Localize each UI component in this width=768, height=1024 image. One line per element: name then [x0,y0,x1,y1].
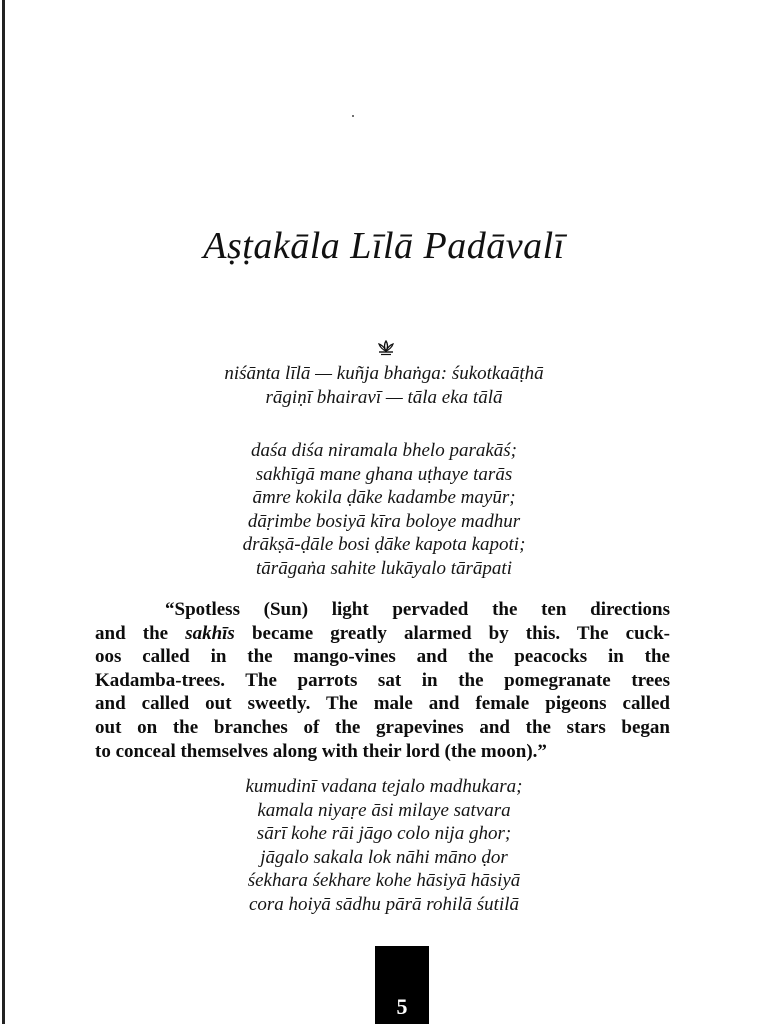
page-number: 5 [396,994,408,1019]
heading-line-lila: niśānta līlā — kuñja bhaṅga: śukotkaāṭhā [224,363,544,384]
verse-stanza-1 [0,439,768,580]
verse-line: sārī kohe rāi jāgo colo nija ghor; [256,823,512,844]
prose-line: and called out sweetly. The male and female pigeons called [95,693,670,715]
verse-stanza-2 [0,775,768,916]
verse-line: drākṣā-ḍāle bosi ḍāke kapota kapoti; [242,534,526,555]
sakhis-term: sakhīs [185,622,235,644]
verse-line: kamala niyaṛe āsi milaye satvara [257,799,511,821]
lotus-icon [376,340,396,356]
verse-line: śekhara śekhare kohe hāsiyā hāsiyā [247,870,521,891]
verse-line: tārāgaṅa sahite lukāyalo tārāpati [256,557,512,579]
prose-line: to conceal themselves along with their lord (the moon).” [95,740,547,762]
translation-paragraph [95,598,670,763]
verse-line: daśa diśa niramala bhelo parakāś; [251,440,517,461]
verse-line: dāṛimbe bosiyā kīra boloye madhur [247,510,521,532]
prose-line: oos called in the mango-vines and the peacocks in the [95,646,670,668]
verse-line: āmre kokila ḍāke kadambe mayūr; [252,487,516,508]
prose-text: became greatly alarmed by this. The cuck- [234,622,670,644]
prose-line: out on the branches of the grapevines and the stars began [95,716,670,738]
verse-line: cora hoiyā sādhu pārā rohilā śutilā [248,893,520,915]
verse-line: sakhīgā mane ghana uṭhaye tarās [255,463,513,485]
verse-line: jāgalo sakala lok nāhi māno ḍor [260,846,508,868]
page-title: Aṣṭakāla Līlā Padāvalī [203,225,565,267]
song-heading [0,362,768,409]
prose-line: Kadamba-trees. The parrots sat in the pomegranate trees [95,669,670,691]
prose-line: “Spotless (Sun) light pervaded the ten directions [165,599,670,620]
heading-line-raga: rāgiṇī bhairavī — tāla eka tālā [265,386,503,408]
prose-text: and the [95,622,186,644]
print-speck [352,115,354,117]
prose-line [95,622,670,646]
verse-line: kumudinī vadana tejalo madhukara; [245,776,523,797]
